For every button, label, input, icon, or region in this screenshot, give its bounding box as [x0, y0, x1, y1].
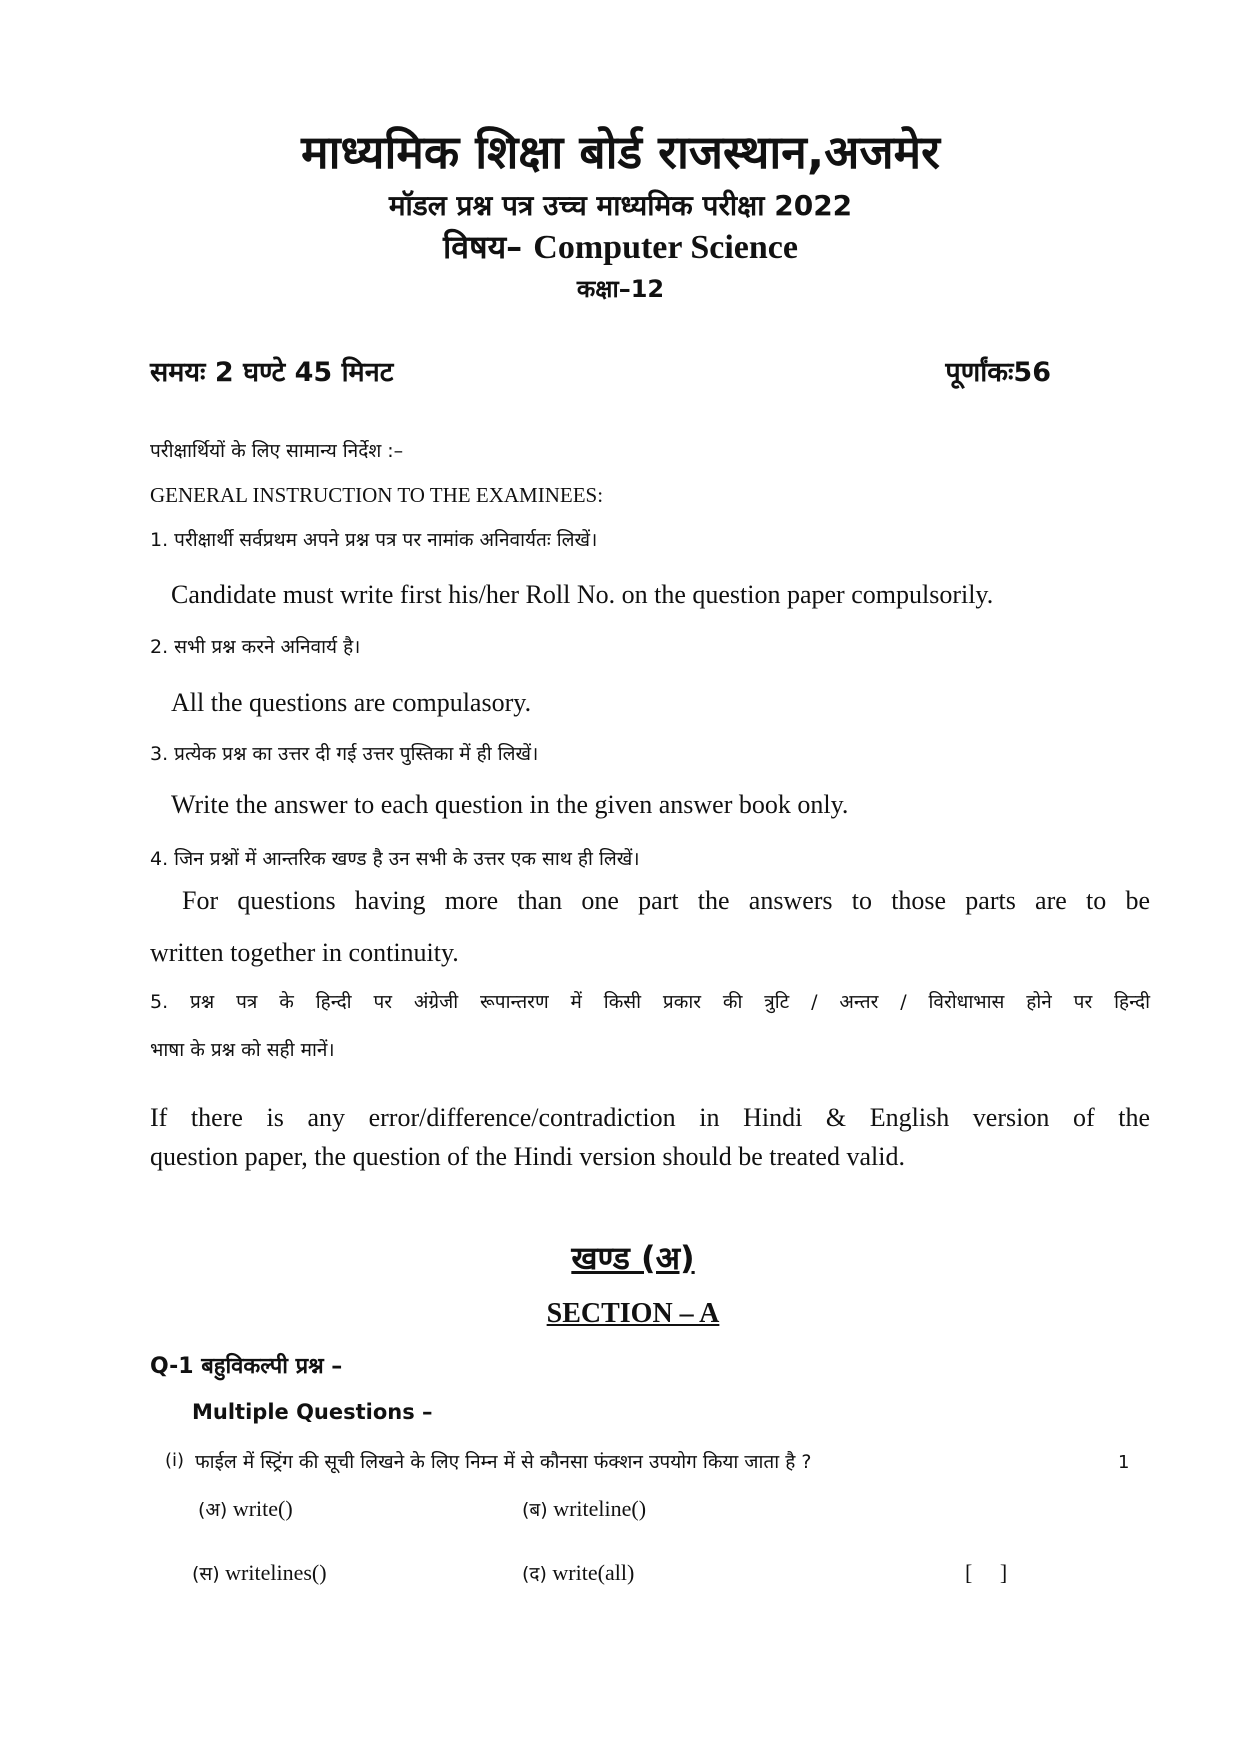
instruction-4-english-line1: For questions having more than one part the answers to those parts are to be — [182, 886, 1150, 915]
option-text: writelines() — [225, 1560, 327, 1585]
question-marks: 1 — [1118, 1452, 1130, 1473]
answer-box: [ ] — [965, 1560, 1008, 1585]
q1-subtitle: Multiple Questions – — [192, 1400, 433, 1424]
option-a — [198, 1496, 293, 1522]
subject-name: Computer Science — [533, 229, 798, 266]
option-text: write() — [232, 1496, 293, 1521]
instruction-2-english: All the questions are compulasory. — [171, 688, 532, 717]
section-title-hindi: खण्ड (अ) — [571, 1239, 695, 1277]
instruction-4-english-line2: written together in continuity. — [150, 938, 459, 967]
option-text: writeline() — [553, 1496, 647, 1521]
class-label: कक्षा–12 — [576, 275, 665, 303]
instructions-heading-english: GENERAL INSTRUCTION TO THE EXAMINEES: — [150, 483, 604, 507]
instruction-5-english-line1: If there is any error/difference/contradiction in Hindi & English version of the — [150, 1103, 1150, 1132]
max-marks: पूर्णांकः56 — [945, 357, 1051, 388]
question-text: फाईल में स्ट्रिंग की सूची लिखने के लिए निम्न में से कौनसा फंक्शन उपयोग किया जाता है ? — [195, 1451, 812, 1473]
section-title-english: SECTION – A — [546, 1298, 720, 1329]
board-title: माध्यमिक शिक्षा बोर्ड राजस्थान,अजमेर — [301, 125, 940, 179]
instruction-5-hindi-line1: 5. प्रश्न पत्र के हिन्दी पर अंग्रेजी रूपान्तरण में किसी प्रकार की त्रुटि / अन्तर / विरोधाभास होने पर हिन्दी — [150, 991, 1150, 1013]
option-b — [522, 1496, 646, 1522]
instruction-1-english: Candidate must write first his/her Roll No. on the question paper compulsorily. — [171, 580, 994, 609]
subject-prefix: विषय– — [443, 228, 523, 266]
instruction-2-hindi: 2. सभी प्रश्न करने अनिवार्य है। — [150, 636, 361, 658]
instruction-4-hindi: 4. जिन प्रश्नों में आन्तरिक खण्ड है उन सभी के उत्तर एक साथ ही लिखें। — [150, 848, 640, 870]
option-marker: (द) — [522, 1563, 547, 1585]
paper-title: मॉडल प्रश्न पत्र उच्च माध्यमिक परीक्षा 2022 — [388, 189, 853, 222]
option-marker: (स) — [192, 1563, 220, 1585]
instruction-3-english: Write the answer to each question in the given answer book only. — [171, 790, 849, 819]
q1-title: Q-1 बहुविकल्पी प्रश्न – — [150, 1354, 343, 1379]
option-text: write(all) — [552, 1560, 635, 1585]
option-marker: (ब) — [522, 1499, 548, 1521]
instruction-5-hindi-line2: भाषा के प्रश्न को सही मानें। — [150, 1039, 335, 1061]
option-d — [522, 1560, 634, 1586]
instruction-1-hindi: 1. परीक्षार्थी सर्वप्रथम अपने प्रश्न पत्र पर नामांक अनिवार्यतः लिखें। — [150, 529, 598, 551]
instructions-heading-hindi: परीक्षार्थियों के लिए सामान्य निर्देश :– — [150, 440, 404, 462]
option-marker: (अ) — [198, 1499, 228, 1521]
time-duration: समयः 2 घण्टे 45 मिनट — [150, 357, 394, 388]
option-c — [192, 1560, 327, 1586]
subject-line — [0, 225, 1241, 268]
instruction-3-hindi: 3. प्रत्येक प्रश्न का उत्तर दी गई उत्तर पुस्तिका में ही लिखें। — [150, 743, 539, 765]
question-number: (i) — [165, 1450, 185, 1471]
instruction-5-english-line2: question paper, the question of the Hindi version should be treated valid. — [150, 1142, 905, 1171]
